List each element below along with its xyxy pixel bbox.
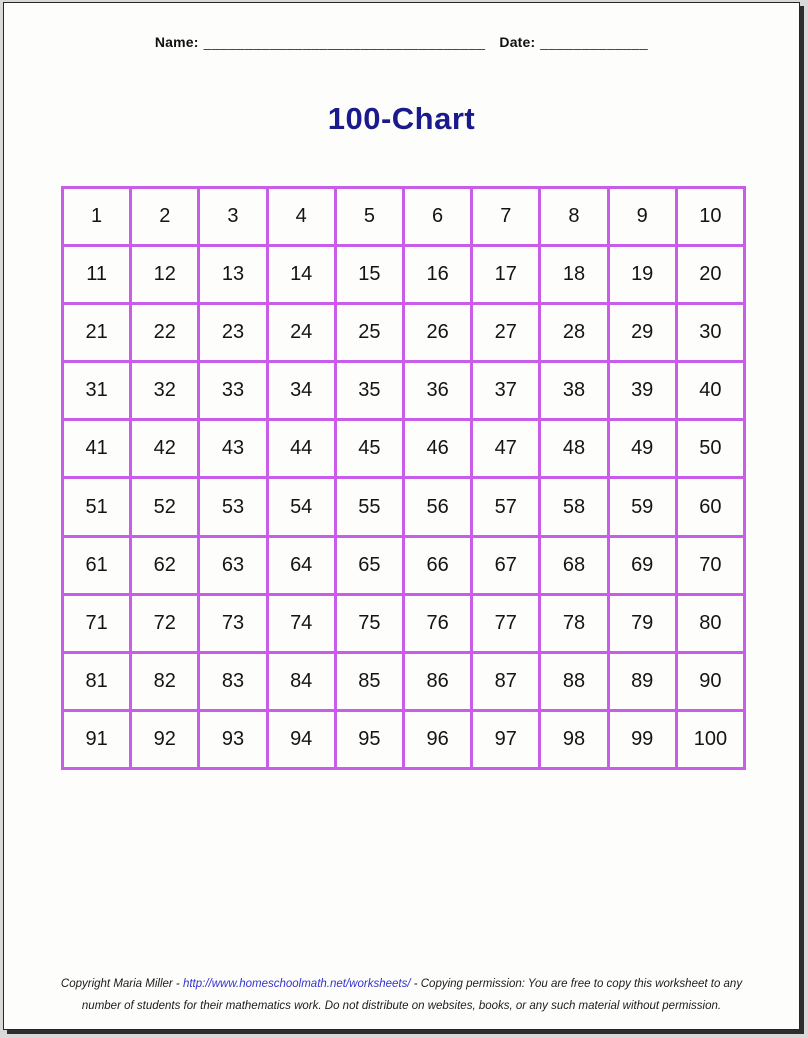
grid-cell: 41	[64, 421, 129, 476]
grid-cell: 85	[337, 654, 402, 709]
grid-cell: 90	[678, 654, 743, 709]
grid-cell: 74	[269, 596, 334, 651]
grid-cell: 8	[541, 189, 606, 244]
grid-cell: 32	[132, 363, 197, 418]
grid-cell: 47	[473, 421, 538, 476]
grid-cell: 29	[610, 305, 675, 360]
grid-cell: 46	[405, 421, 470, 476]
grid-cell: 34	[269, 363, 334, 418]
grid-cell: 33	[200, 363, 265, 418]
grid-cell: 17	[473, 247, 538, 302]
grid-cell: 20	[678, 247, 743, 302]
grid-cell: 2	[132, 189, 197, 244]
grid-cell: 10	[678, 189, 743, 244]
grid-cell: 80	[678, 596, 743, 651]
grid-cell: 65	[337, 538, 402, 593]
grid-cell: 97	[473, 712, 538, 767]
page-title: 100-Chart	[327, 101, 476, 136]
grid-cell: 62	[132, 538, 197, 593]
grid-cell: 48	[541, 421, 606, 476]
grid-cell: 94	[269, 712, 334, 767]
grid-cell: 7	[473, 189, 538, 244]
grid-cell: 6	[405, 189, 470, 244]
grid-cell: 68	[541, 538, 606, 593]
grid-cell: 11	[64, 247, 129, 302]
grid-cell: 39	[610, 363, 675, 418]
name-blank-line: __________________________________	[203, 34, 486, 50]
grid-cell: 25	[337, 305, 402, 360]
grid-cell: 92	[132, 712, 197, 767]
grid-cell: 24	[269, 305, 334, 360]
grid-cell: 35	[337, 363, 402, 418]
grid-cell: 18	[541, 247, 606, 302]
grid-cell: 36	[405, 363, 470, 418]
grid-cell: 50	[678, 421, 743, 476]
grid-cell: 4	[269, 189, 334, 244]
grid-cell: 75	[337, 596, 402, 651]
copyright-text: Copyright Maria Miller -	[60, 978, 183, 990]
grid-cell: 91	[64, 712, 129, 767]
grid-cell: 54	[269, 479, 334, 534]
grid-cell: 26	[405, 305, 470, 360]
grid-cell: 27	[473, 305, 538, 360]
grid-cell: 78	[541, 596, 606, 651]
grid-cell: 56	[405, 479, 470, 534]
grid-cell: 31	[64, 363, 129, 418]
grid-cell: 16	[405, 247, 470, 302]
grid-cell: 96	[405, 712, 470, 767]
grid-cell: 51	[64, 479, 129, 534]
grid-cell: 83	[200, 654, 265, 709]
grid-cell: 12	[132, 247, 197, 302]
grid-cell: 13	[200, 247, 265, 302]
grid-cell: 99	[610, 712, 675, 767]
grid-cell: 71	[64, 596, 129, 651]
grid-cell: 1	[64, 189, 129, 244]
grid-cell: 15	[337, 247, 402, 302]
grid-cell: 63	[200, 538, 265, 593]
grid-cell: 57	[473, 479, 538, 534]
grid-cell: 5	[337, 189, 402, 244]
grid-cell: 61	[64, 538, 129, 593]
date-field-group	[499, 34, 648, 50]
grid-cell: 81	[64, 654, 129, 709]
footer-line-1	[4, 973, 799, 995]
grid-cell: 22	[132, 305, 197, 360]
grid-cell: 53	[200, 479, 265, 534]
grid-cell: 67	[473, 538, 538, 593]
grid-cell: 52	[132, 479, 197, 534]
grid-cell: 95	[337, 712, 402, 767]
grid-cell: 42	[132, 421, 197, 476]
grid-cell: 30	[678, 305, 743, 360]
grid-cell: 86	[405, 654, 470, 709]
grid-cell: 93	[200, 712, 265, 767]
date-blank-line: _____________	[540, 34, 649, 50]
grid-cell: 70	[678, 538, 743, 593]
grid-cell: 69	[610, 538, 675, 593]
grid-cell: 77	[473, 596, 538, 651]
grid-cell: 28	[541, 305, 606, 360]
grid-cell: 49	[610, 421, 675, 476]
grid-cell: 73	[200, 596, 265, 651]
grid-cell: 59	[610, 479, 675, 534]
grid-cell: 66	[405, 538, 470, 593]
grid-cell: 44	[269, 421, 334, 476]
grid-cell: 58	[541, 479, 606, 534]
grid-cell: 60	[678, 479, 743, 534]
grid-cell: 21	[64, 305, 129, 360]
grid-cell: 89	[610, 654, 675, 709]
grid-cell: 76	[405, 596, 470, 651]
name-label: Name:	[154, 34, 199, 50]
grid-cell: 23	[200, 305, 265, 360]
worksheet-page	[3, 2, 800, 1030]
grid-cell: 98	[541, 712, 606, 767]
grid-cell: 3	[200, 189, 265, 244]
grid-cell: 9	[610, 189, 675, 244]
grid-cell: 79	[610, 596, 675, 651]
grid-cell: 88	[541, 654, 606, 709]
grid-cell: 82	[132, 654, 197, 709]
copyright-footer	[4, 973, 799, 1017]
grid-cell: 40	[678, 363, 743, 418]
grid-cell: 37	[473, 363, 538, 418]
hundred-chart-grid	[61, 186, 746, 770]
grid-cell: 84	[269, 654, 334, 709]
grid-cell: 72	[132, 596, 197, 651]
grid-cell: 64	[269, 538, 334, 593]
grid-cell: 45	[337, 421, 402, 476]
name-field-group	[155, 34, 486, 50]
grid-cell: 43	[200, 421, 265, 476]
date-label: Date:	[499, 34, 536, 50]
copying-permission-text: - Copying permission: You are free to copy this worksheet to any	[410, 978, 743, 990]
grid-cell: 14	[269, 247, 334, 302]
footer-line-2: number of students for their mathematics work. Do not distribute on websites, books, or any such material without permission.	[81, 1000, 722, 1012]
grid-cell: 100	[678, 712, 743, 767]
grid-cell: 55	[337, 479, 402, 534]
grid-cell: 87	[473, 654, 538, 709]
grid-cell: 19	[610, 247, 675, 302]
grid-cell: 38	[541, 363, 606, 418]
homeschoolmath-link[interactable]: http://www.homeschoolmath.net/worksheets/	[182, 978, 411, 990]
header-row	[4, 34, 799, 50]
